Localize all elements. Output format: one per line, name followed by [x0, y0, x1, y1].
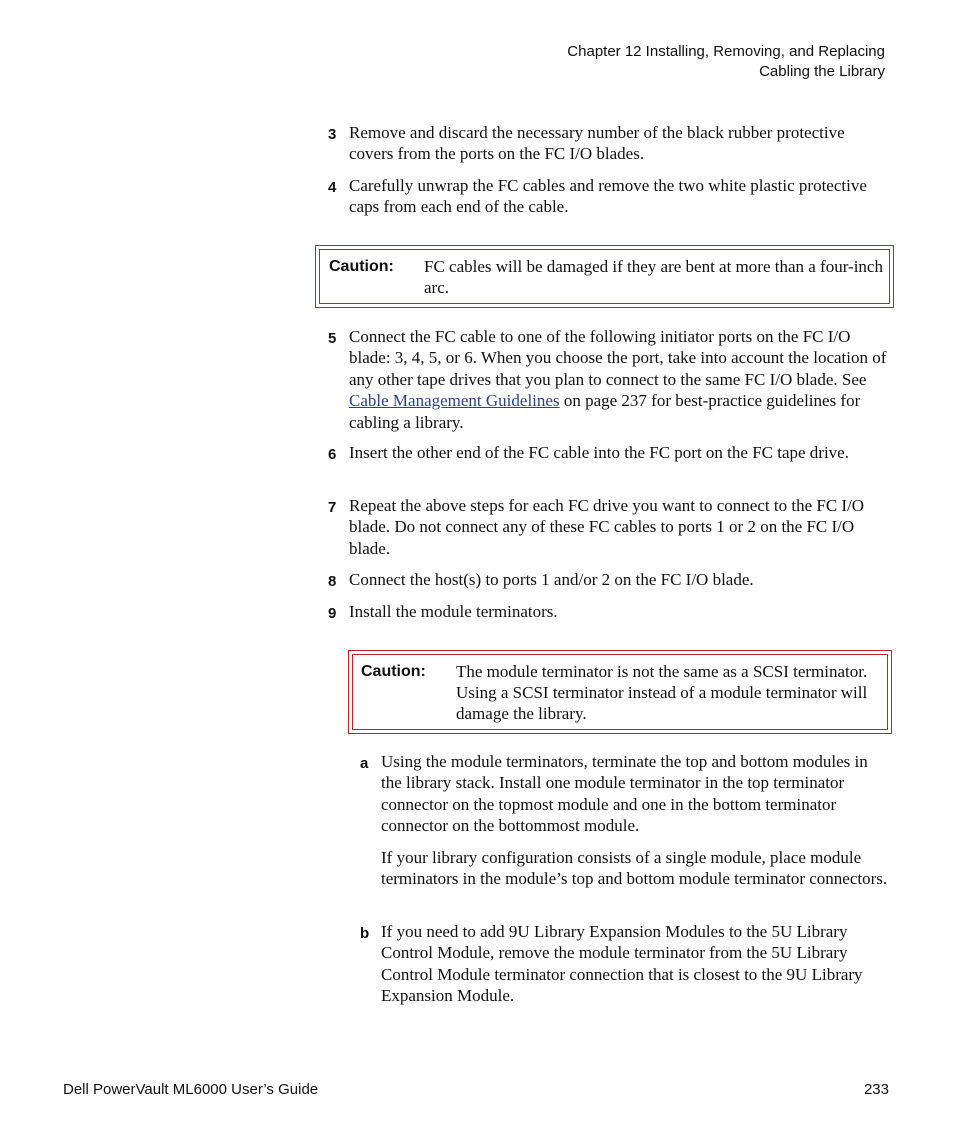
substep-letter: b — [360, 925, 370, 942]
footer-title: Dell PowerVault ML6000 User’s Guide — [63, 1081, 319, 1098]
caution-text: FC cables will be damaged if they are bent at more than a four-inch arc. — [424, 257, 883, 297]
step-4 — [328, 175, 890, 219]
step-number: 8 — [328, 573, 337, 590]
caution-box — [348, 650, 892, 734]
step-number: 4 — [328, 179, 337, 196]
cable-management-guidelines-link[interactable]: Cable Management Guidelines — [349, 391, 560, 411]
chapter-title: Chapter 12 Installing, Removing, and Replacing — [567, 43, 885, 60]
step-3 — [328, 122, 890, 166]
step-number: 7 — [328, 499, 337, 516]
caution-label: Caution: — [329, 258, 394, 275]
substep-text: Using the module terminators, terminate the top and bottom modules in the library stack. Install one module terminator in the top terminator connector on the topmost module and one in the bottom terminator connector on the bottommost module. — [381, 752, 868, 836]
step-5 — [328, 326, 890, 434]
step-number: 3 — [328, 126, 337, 143]
substep-b — [360, 921, 890, 1009]
step-text: Carefully unwrap the FC cables and remove the two white plastic protective caps from each end of the cable. — [349, 176, 867, 217]
step-text: Insert the other end of the FC cable into the FC port on the FC tape drive. — [349, 443, 849, 462]
caution-label: Caution: — [361, 663, 426, 680]
step-9 — [328, 601, 890, 623]
caution-text: The module terminator is not the same as a SCSI terminator. Using a SCSI terminator instead of a module terminator will damage the library. — [456, 662, 868, 723]
step-7 — [328, 495, 890, 561]
step-text: Connect the host(s) to ports 1 and/or 2 on the FC I/O blade. — [349, 570, 754, 589]
step-number: 6 — [328, 446, 337, 463]
step-number: 5 — [328, 330, 337, 347]
section-title: Cabling the Library — [759, 63, 885, 80]
substep-a — [360, 751, 890, 839]
step-text: Remove and discard the necessary number of the black rubber protective covers from the ports on the FC I/O blades. — [349, 123, 845, 164]
substep-text: If you need to add 9U Library Expansion Modules to the 5U Library Control Module, remove the module terminator from the 5U Library Control Module terminator connection that is closest to the 9U Library Expansion Module. — [381, 922, 863, 1006]
page-number: 233 — [863, 1081, 889, 1098]
step-text: Install the module terminators. — [349, 602, 558, 621]
substep-a-note: If your library configuration consists of a single module, place module terminators in the module’s top and bottom module terminator connectors. — [381, 848, 888, 889]
caution-box — [315, 245, 894, 308]
substep-letter: a — [360, 755, 369, 772]
running-header — [567, 42, 885, 82]
step-text: Repeat the above steps for each FC drive you want to connect to the FC I/O blade. Do not connect any of these FC cables to ports 1 or 2 on the FC I/O blade. — [349, 496, 865, 558]
step-6 — [328, 442, 890, 486]
step-text: Connect the FC cable to one of the following initiator ports on the FC I/O blade: 3, 4, 5, or 6. When you choose the port, take into account the location of any other tape drives that you plan to connect to the same FC I/O blade. See Cable Management Guidelines on page 237 for best-practice guidelines for cabling a library. — [349, 327, 887, 432]
step-number: 9 — [328, 605, 337, 622]
step-8 — [328, 569, 890, 591]
